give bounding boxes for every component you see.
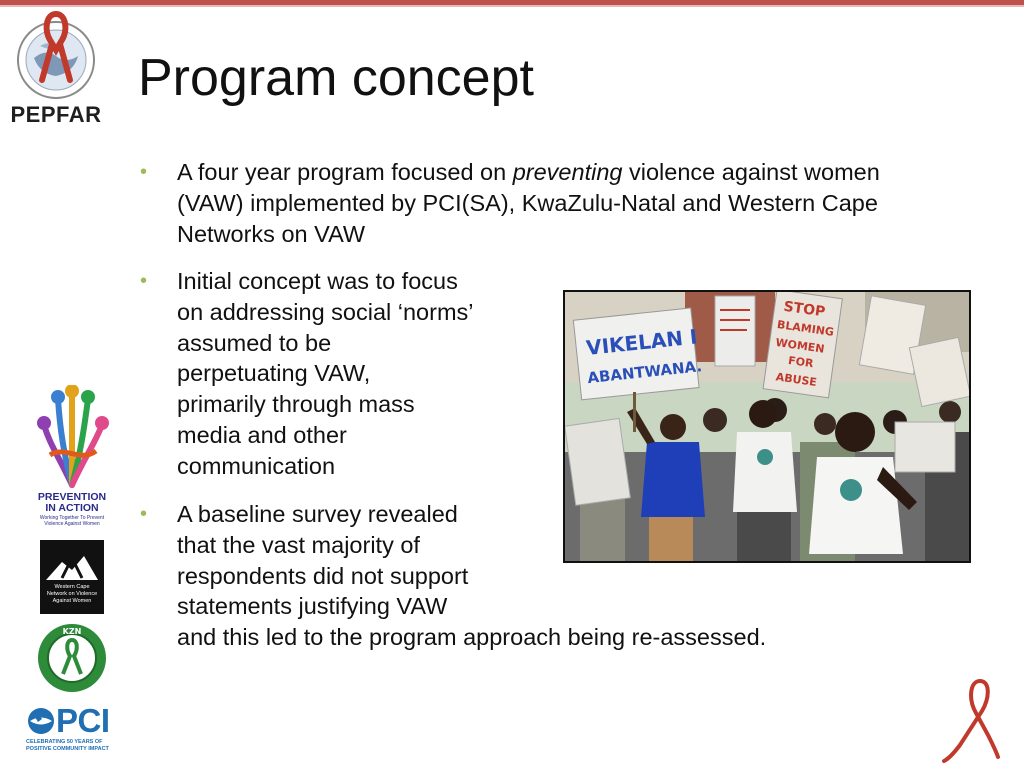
sign-text: FOR bbox=[787, 353, 815, 371]
logo-text: CELEBRATING 50 YEARS OF bbox=[26, 739, 103, 745]
protest-photo bbox=[563, 290, 971, 563]
bullet-text bbox=[177, 157, 880, 249]
bullet-line: Initial concept was to focus bbox=[177, 268, 458, 294]
prevention-in-action-logo bbox=[30, 385, 114, 530]
kzn-seal-icon bbox=[36, 622, 108, 694]
hands-icon bbox=[30, 385, 114, 490]
top-accent-bar-light bbox=[0, 5, 1024, 7]
bullet-line: Networks on VAW bbox=[177, 220, 366, 247]
emphasis-text: preventing bbox=[512, 159, 623, 185]
bullet-line bbox=[177, 157, 880, 188]
western-cape-network-text bbox=[42, 584, 102, 605]
logo-text: Network on Violence bbox=[46, 591, 98, 597]
bullet-line: assumed to be bbox=[177, 329, 332, 356]
pepfar-wordmark: PEPFAR bbox=[10, 102, 102, 127]
ribbon-mountain-icon bbox=[40, 540, 104, 584]
sign-text: ABANTWANA. bbox=[586, 357, 703, 388]
bullet-dot: • bbox=[140, 270, 148, 292]
sign-text: WOMEN bbox=[774, 335, 826, 356]
bullet-dot: • bbox=[140, 161, 148, 183]
bullet-line: media and other bbox=[177, 421, 347, 448]
protest-scene-illustration bbox=[565, 292, 969, 561]
bullet-line: statements justifying VAW bbox=[177, 593, 448, 620]
pci-tagline bbox=[26, 739, 122, 753]
bullet-dot: • bbox=[140, 503, 148, 525]
globe-icon bbox=[26, 706, 56, 736]
logo-text: PREVENTION bbox=[37, 491, 107, 503]
prevention-in-action-title bbox=[30, 492, 114, 514]
red-ribbon-icon bbox=[940, 675, 1000, 765]
bullet-line: perpetuating VAW, bbox=[177, 360, 371, 387]
western-cape-network-logo bbox=[40, 540, 104, 614]
pepfar-seal-icon bbox=[6, 10, 106, 102]
prevention-in-action-tagline: Working Together To Prevent Violence Against Women bbox=[39, 515, 105, 527]
pci-wordmark: PCI bbox=[56, 702, 110, 739]
bullet-line: (VAW) implemented by PCI(SA), KwaZulu-Natal and Western Cape bbox=[177, 189, 878, 216]
kzn-label: KZN bbox=[62, 627, 82, 636]
sign-text: ABUSE bbox=[774, 370, 818, 389]
sign-text: VIKELAN I bbox=[585, 324, 699, 361]
bullet-line: on addressing social ‘norms’ bbox=[177, 298, 474, 325]
bullet-line: that the vast majority of bbox=[177, 531, 420, 558]
logo-text: IN ACTION bbox=[45, 502, 99, 514]
logo-text: Western Cape bbox=[54, 584, 90, 590]
logo-text: POSITIVE COMMUNITY IMPACT bbox=[26, 746, 109, 752]
bullet-line: respondents did not support bbox=[177, 562, 469, 589]
bullet-line: and this led to the program approach being re-assessed. bbox=[177, 624, 767, 651]
page-title: Program concept bbox=[138, 49, 534, 107]
bullet-line: primarily through mass bbox=[177, 391, 415, 418]
pci-logo bbox=[26, 702, 122, 752]
bullet-line: A baseline survey revealed bbox=[177, 501, 458, 527]
bullet-line: communication bbox=[177, 452, 336, 479]
text-run: A four year program focused on bbox=[177, 159, 513, 185]
text-run: violence against women bbox=[622, 159, 880, 185]
sign-text: BLAMING bbox=[776, 318, 835, 339]
sign-text: STOP bbox=[782, 298, 827, 321]
bullet-text bbox=[177, 266, 474, 482]
kzn-network-logo bbox=[36, 622, 108, 694]
pepfar-logo bbox=[6, 10, 106, 125]
logo-text: Against Women bbox=[52, 598, 92, 604]
